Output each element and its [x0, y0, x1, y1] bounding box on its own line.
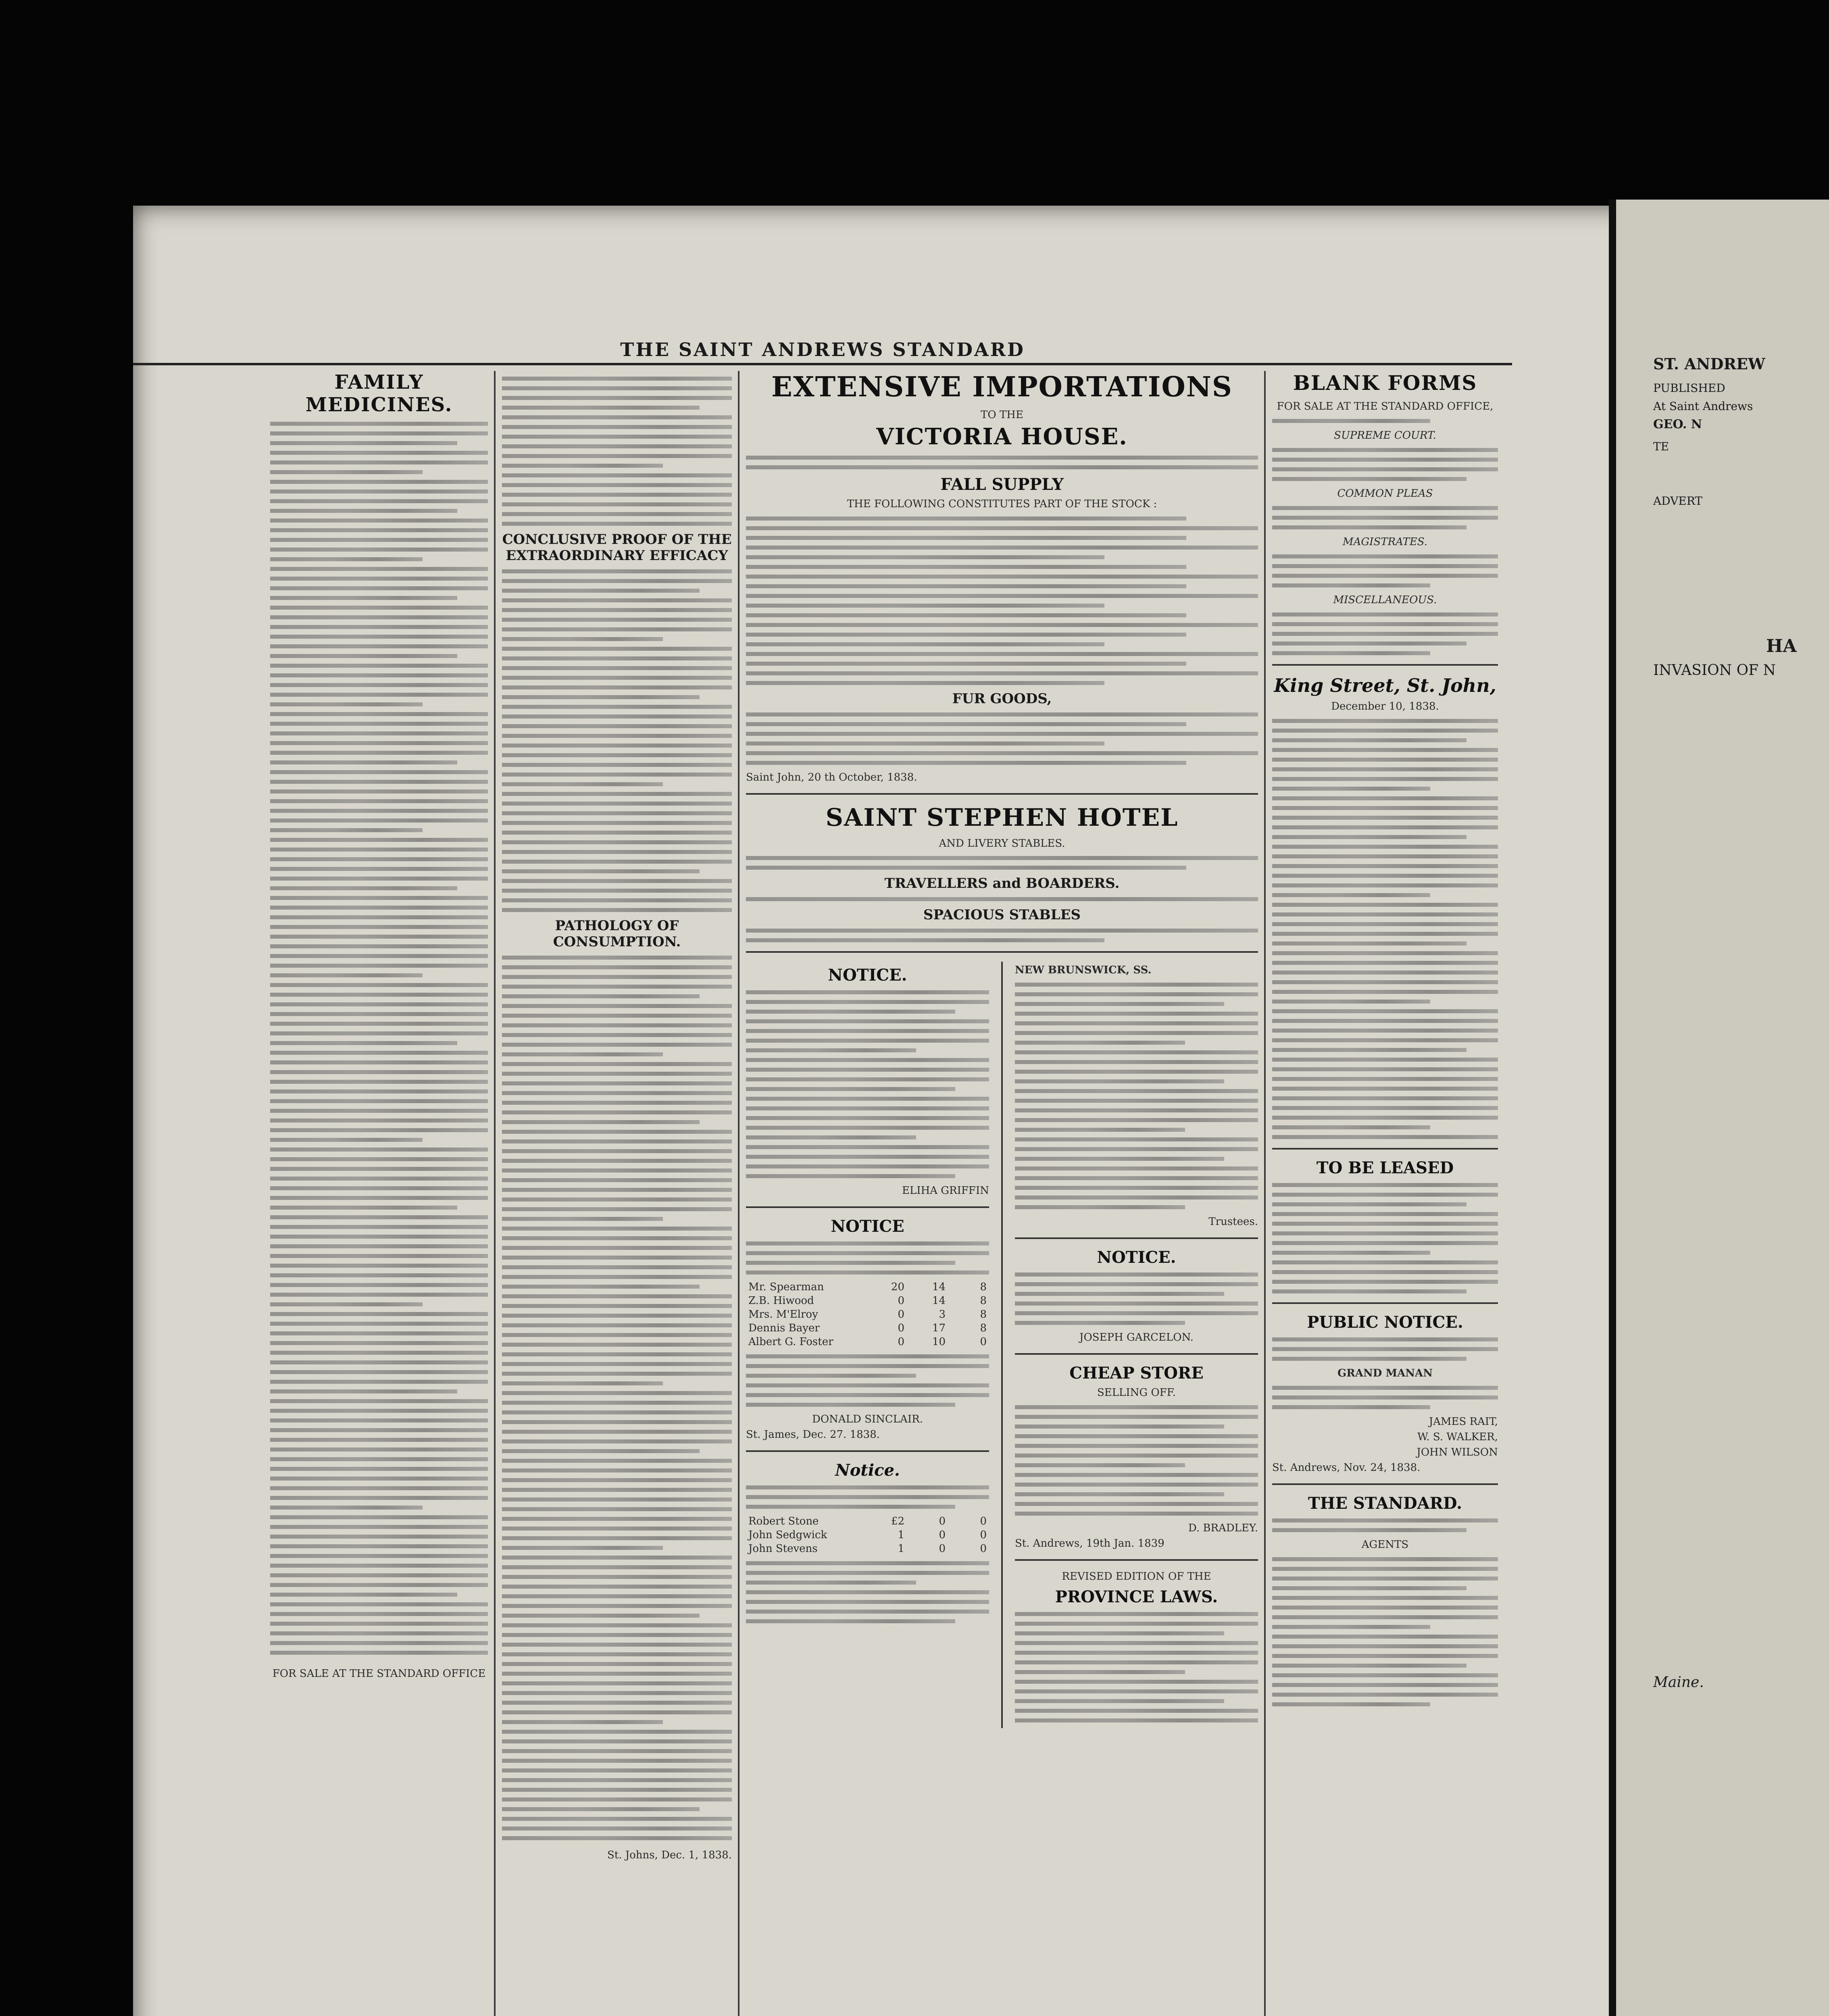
- article-body: [502, 377, 732, 526]
- table-cell-amount: 0: [939, 1515, 946, 1527]
- table-cell-name: John Sedgwick: [748, 1529, 827, 1541]
- for-sale-label: FOR SALE AT THE STANDARD OFFICE,: [1277, 400, 1494, 412]
- table-cell-amount: 10: [932, 1336, 946, 1348]
- cheap-store-heading: CHEAP STORE: [1069, 1364, 1204, 1383]
- signatory-name: JAMES RAIT,: [1429, 1416, 1498, 1428]
- ad-hotel-title: SAINT STEPHEN HOTEL: [825, 804, 1179, 832]
- notice-table: [746, 1514, 989, 1556]
- column-advertisements: [746, 371, 1258, 2016]
- table-row: [746, 1321, 989, 1335]
- article-heading: PATHOLOGY OF CONSUMPTION.: [553, 918, 681, 950]
- column-footer: FOR SALE AT THE STANDARD OFFICE: [272, 1668, 486, 1680]
- adjacent-page: [1609, 200, 1829, 2016]
- adjacent-line: PUBLISHED: [1653, 381, 1725, 395]
- table-cell-name: Mrs. M'Elroy: [748, 1308, 818, 1320]
- ad-heading-victoria-house: VICTORIA HOUSE.: [876, 423, 1128, 450]
- ad-stables: SPACIOUS STABLES: [923, 907, 1081, 923]
- trustees-label: Trustees.: [1208, 1216, 1258, 1228]
- table-cell-amount: 8: [980, 1281, 987, 1293]
- public-notice-heading: PUBLIC NOTICE.: [1307, 1313, 1463, 1332]
- table-cell-amount: 0: [898, 1308, 904, 1320]
- notice-block-left: [746, 962, 989, 1728]
- notice-heading: NOTICE.: [828, 966, 907, 985]
- table-cell-amount: 0: [980, 1529, 987, 1541]
- table-cell-amount: 0: [980, 1543, 987, 1555]
- notice-heading: NOTICE: [831, 1217, 904, 1236]
- article-body: [270, 422, 488, 1655]
- cheap-store-date: St. Andrews, 19th Jan. 1839: [1015, 1537, 1164, 1549]
- table-row: [746, 1335, 989, 1349]
- article-body: [502, 569, 732, 912]
- agents-heading: AGENTS: [1361, 1539, 1409, 1551]
- column-rule: [494, 371, 496, 2016]
- signatory-name: JOHN WILSON: [1417, 1446, 1498, 1458]
- notice-block-right: [1015, 962, 1258, 1728]
- table-cell-name: Robert Stone: [748, 1515, 819, 1527]
- table-cell-name: Z.B. Hiwood: [748, 1295, 814, 1307]
- notice-signature: JOSEPH GARCELON.: [1079, 1331, 1194, 1343]
- court-heading: MISCELLANEOUS.: [1333, 594, 1437, 606]
- adjacent-masthead: ST. ANDREW: [1653, 355, 1765, 373]
- revised-edition: REVISED EDITION OF THE: [1062, 1570, 1211, 1583]
- to-be-leased-heading: TO BE LEASED: [1316, 1158, 1454, 1177]
- adjacent-line: At Saint Andrews: [1653, 400, 1753, 413]
- table-row: [746, 1280, 989, 1294]
- notice-date: St. James, Dec. 27. 1838.: [746, 1429, 880, 1441]
- ad-stock-label: THE FOLLOWING CONSTITUTES PART OF THE STOCK :: [847, 498, 1157, 510]
- table-cell-name: Dennis Bayer: [748, 1322, 820, 1334]
- table-cell-amount: 8: [980, 1308, 987, 1320]
- adjacent-heading: HA: [1766, 636, 1797, 656]
- column-rule: [738, 371, 740, 2016]
- table-cell-amount: £2: [891, 1515, 904, 1527]
- table-row: [746, 1542, 989, 1556]
- notice-signature: DONALD SINCLAIR.: [812, 1413, 923, 1425]
- nb-title: NEW BRUNSWICK, SS.: [1015, 964, 1152, 976]
- ad-hotel-sub: AND LIVERY STABLES.: [939, 837, 1065, 850]
- province-laws-heading: PROVINCE LAWS.: [1055, 1587, 1218, 1606]
- grand-manan: GRAND MANAN: [1337, 1367, 1433, 1379]
- table-cell-amount: 20: [891, 1281, 904, 1293]
- table-cell-amount: 0: [939, 1529, 946, 1541]
- notice-heading: Notice.: [835, 1461, 900, 1480]
- adjacent-line: GEO. N: [1653, 417, 1702, 431]
- blank-forms-heading: BLANK FORMS: [1293, 371, 1477, 395]
- table-cell-amount: 17: [932, 1322, 946, 1334]
- column-rule: [1264, 371, 1266, 2016]
- article-heading: CONCLUSIVE PROOF OF THE EXTRAORDINARY EFFICACY: [502, 531, 732, 564]
- table-row: [746, 1308, 989, 1321]
- king-street-date: December 10, 1838.: [1331, 700, 1439, 712]
- signatory-name: W. S. WALKER,: [1417, 1431, 1498, 1443]
- table-cell-amount: 0: [898, 1295, 904, 1307]
- column-family-medicines: [270, 371, 488, 2016]
- ad-fur-goods: FUR GOODS,: [952, 691, 1052, 707]
- ad-date: Saint John, 20 th October, 1838.: [746, 771, 917, 783]
- adjacent-line: ADVERT: [1653, 494, 1703, 508]
- cheap-store-signature: D. BRADLEY.: [1188, 1522, 1258, 1534]
- table-cell-amount: 0: [898, 1336, 904, 1348]
- court-heading: COMMON PLEAS: [1337, 487, 1433, 500]
- table-cell-amount: 3: [939, 1308, 946, 1320]
- table-cell-amount: 14: [932, 1281, 946, 1293]
- column-heading: FAMILY MEDICINES.: [305, 371, 453, 416]
- column-blank-forms: [1272, 371, 1498, 2016]
- column-medical-articles: [502, 371, 732, 2016]
- column-rule: [1001, 962, 1003, 1728]
- court-heading: SUPREME COURT.: [1334, 429, 1436, 442]
- table-cell-amount: 1: [898, 1529, 904, 1541]
- ad-heading-importations: EXTENSIVE IMPORTATIONS: [771, 371, 1233, 403]
- table-cell-amount: 0: [898, 1322, 904, 1334]
- table-cell-amount: 8: [980, 1295, 987, 1307]
- table-cell-amount: 1: [898, 1543, 904, 1555]
- table-cell-amount: 0: [939, 1543, 946, 1555]
- table-row: [746, 1528, 989, 1542]
- the-standard-heading: THE STANDARD.: [1308, 1494, 1462, 1513]
- adjacent-heading: INVASION OF N: [1653, 662, 1776, 679]
- table-cell-amount: 14: [932, 1295, 946, 1307]
- table-row: [746, 1294, 989, 1308]
- table-cell-amount: 0: [980, 1515, 987, 1527]
- public-notice-date: St. Andrews, Nov. 24, 1838.: [1272, 1462, 1421, 1474]
- notice-table: [746, 1280, 989, 1349]
- table-row: [746, 1514, 989, 1528]
- table-cell-name: Mr. Spearman: [748, 1281, 824, 1293]
- table-cell-amount: 0: [980, 1336, 987, 1348]
- ad-fall-supply: FALL SUPPLY: [940, 475, 1064, 494]
- adjacent-line: Maine.: [1653, 1674, 1704, 1691]
- masthead: THE SAINT ANDREWS STANDARD: [133, 339, 1512, 365]
- table-cell-name: Albert G. Foster: [748, 1336, 833, 1348]
- king-street-heading: King Street, St. John,: [1274, 675, 1496, 696]
- notice-heading: NOTICE.: [1097, 1248, 1176, 1267]
- adjacent-line: TE: [1653, 440, 1669, 453]
- article-body: [502, 956, 732, 1840]
- table-cell-name: John Stevens: [748, 1543, 818, 1555]
- column-footer: St. Johns, Dec. 1, 1838.: [607, 1849, 732, 1861]
- cheap-store-sub: SELLING OFF.: [1097, 1387, 1176, 1399]
- ad-subheading: TO THE: [981, 409, 1023, 421]
- notice-signature: ELIHA GRIFFIN: [902, 1185, 989, 1197]
- ad-travellers: TRAVELLERS and BOARDERS.: [884, 875, 1120, 891]
- table-cell-amount: 8: [980, 1322, 987, 1334]
- court-heading: MAGISTRATES.: [1343, 536, 1427, 548]
